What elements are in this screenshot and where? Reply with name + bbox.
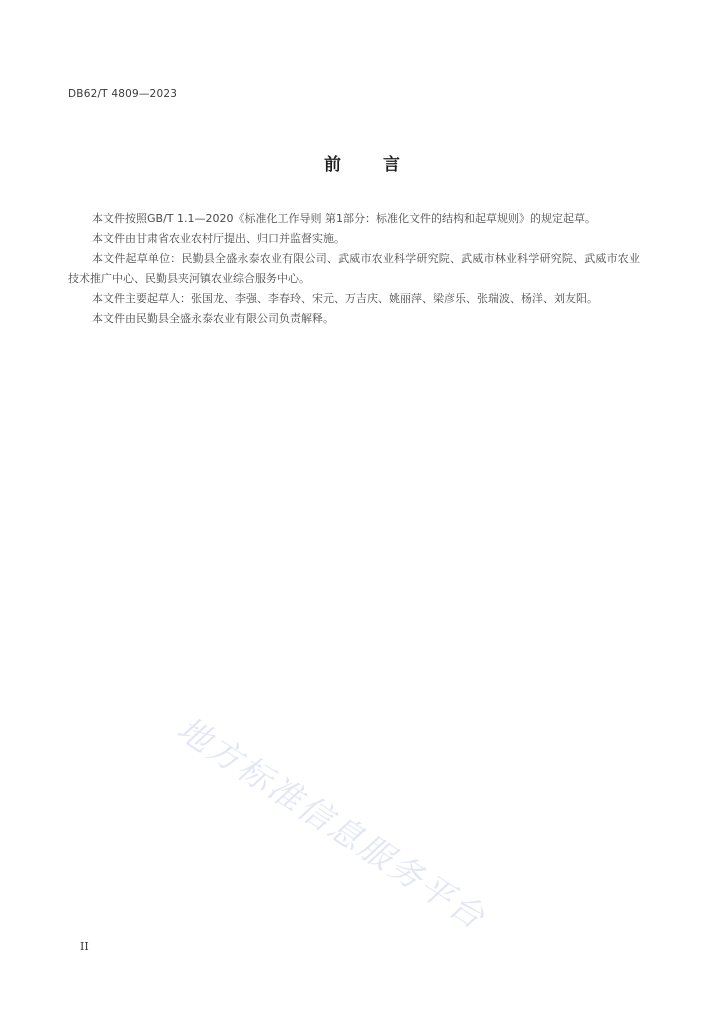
paragraph-drafters: 本文件主要起草人：张国龙、李强、李春玲、宋元、万吉庆、姚丽萍、梁彦乐、张瑞波、杨洋、刘友阳。 bbox=[92, 292, 598, 305]
page-number: II bbox=[80, 940, 89, 953]
paragraph-interpretation: 本文件由民勤县全盛永泰农业有限公司负责解释。 bbox=[92, 312, 334, 325]
title-char-left: 前 bbox=[324, 155, 341, 175]
paragraph-proposer: 本文件由甘肃省农业农村厅提出、归口并监督实施。 bbox=[92, 232, 345, 245]
section-title bbox=[0, 150, 724, 175]
watermark-text: 地方标准信息服务平台 bbox=[170, 708, 494, 938]
paragraph-drafting-units: 本文件起草单位：民勤县全盛永泰农业有限公司、武威市农业科学研究院、武威市林业科学研究院、武威市农业技术推广中心、民勤县夹河镇农业综合服务中心。 bbox=[68, 252, 640, 285]
paragraph-drafting-basis: 本文件按照GB/T 1.1—2020《标准化工作导则 第1部分：标准化文件的结构和起草规则》的规定起草。 bbox=[92, 212, 596, 225]
document-code: DB62/T 4809—2023 bbox=[68, 88, 178, 100]
foreword-body bbox=[68, 209, 640, 329]
title-char-right: 言 bbox=[383, 155, 400, 175]
